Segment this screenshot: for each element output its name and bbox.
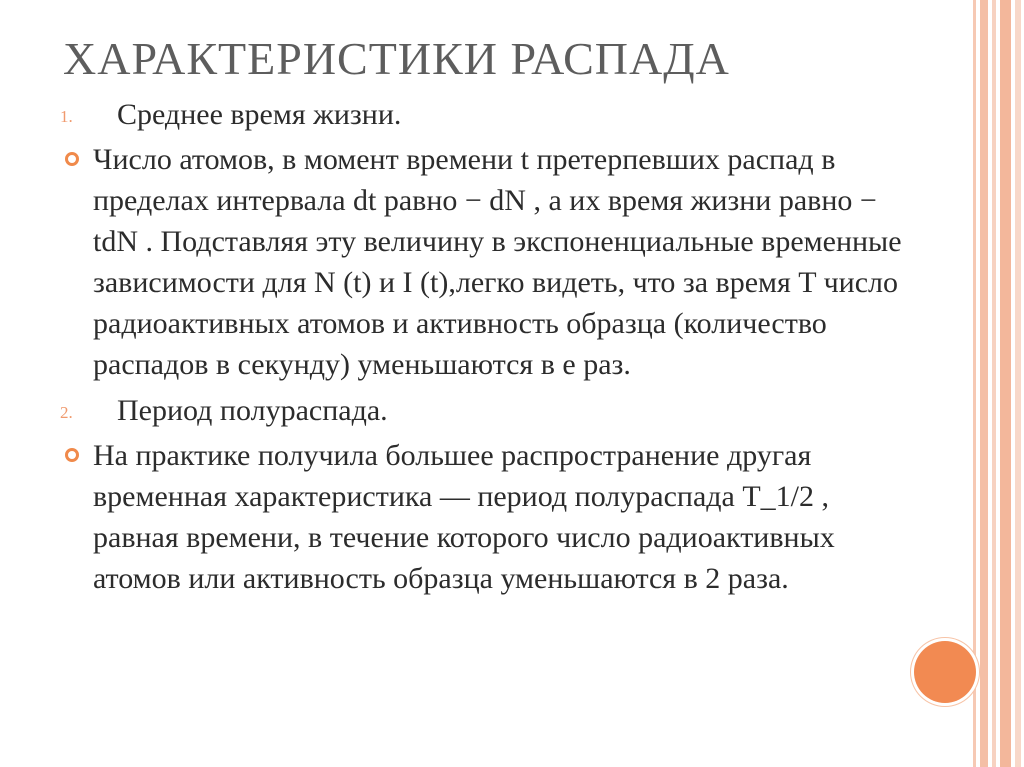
decorative-stripe bbox=[992, 0, 996, 767]
list-number: 1. bbox=[60, 107, 73, 126]
decorative-stripe bbox=[980, 0, 988, 767]
list-item bbox=[60, 435, 920, 599]
list-item-text: Период полураспада. bbox=[117, 394, 388, 427]
slide-title: ХАРАКТЕРИСТИКИ РАСПАДА bbox=[63, 33, 730, 84]
slide-content bbox=[60, 92, 920, 599]
list-item bbox=[60, 390, 920, 431]
bullet-circle-icon bbox=[65, 152, 79, 166]
list-item-text: Среднее время жизни. bbox=[117, 98, 402, 131]
decorative-circle-icon bbox=[914, 641, 976, 703]
list-item bbox=[60, 139, 920, 385]
list-item-text: Число атомов, в момент времени t претерпевших распад в пределах интервала dt равно − dN , а их время жизни равно − tdN . Подставляя эту величину в экспоненциальные временные зависимости для N (t) и I (t),легко видеть, что за время T число радиоактивных атомов и активность образца (количество распадов в секунду) уменьшаются в е раз. bbox=[93, 143, 902, 381]
list-item bbox=[60, 94, 920, 135]
decorative-stripe bbox=[973, 0, 976, 767]
list-number: 2. bbox=[60, 403, 73, 422]
decorative-stripe bbox=[1015, 0, 1021, 767]
list-item-text: На практике получила большее распространение другая временная характеристика — период полураспада T_1/2 , равная времени, в течение которого число радиоактивных атомов или активность образца уменьшаются в 2 раза. bbox=[93, 439, 835, 595]
bullet-circle-icon bbox=[65, 448, 79, 462]
decorative-stripe bbox=[1000, 0, 1011, 767]
